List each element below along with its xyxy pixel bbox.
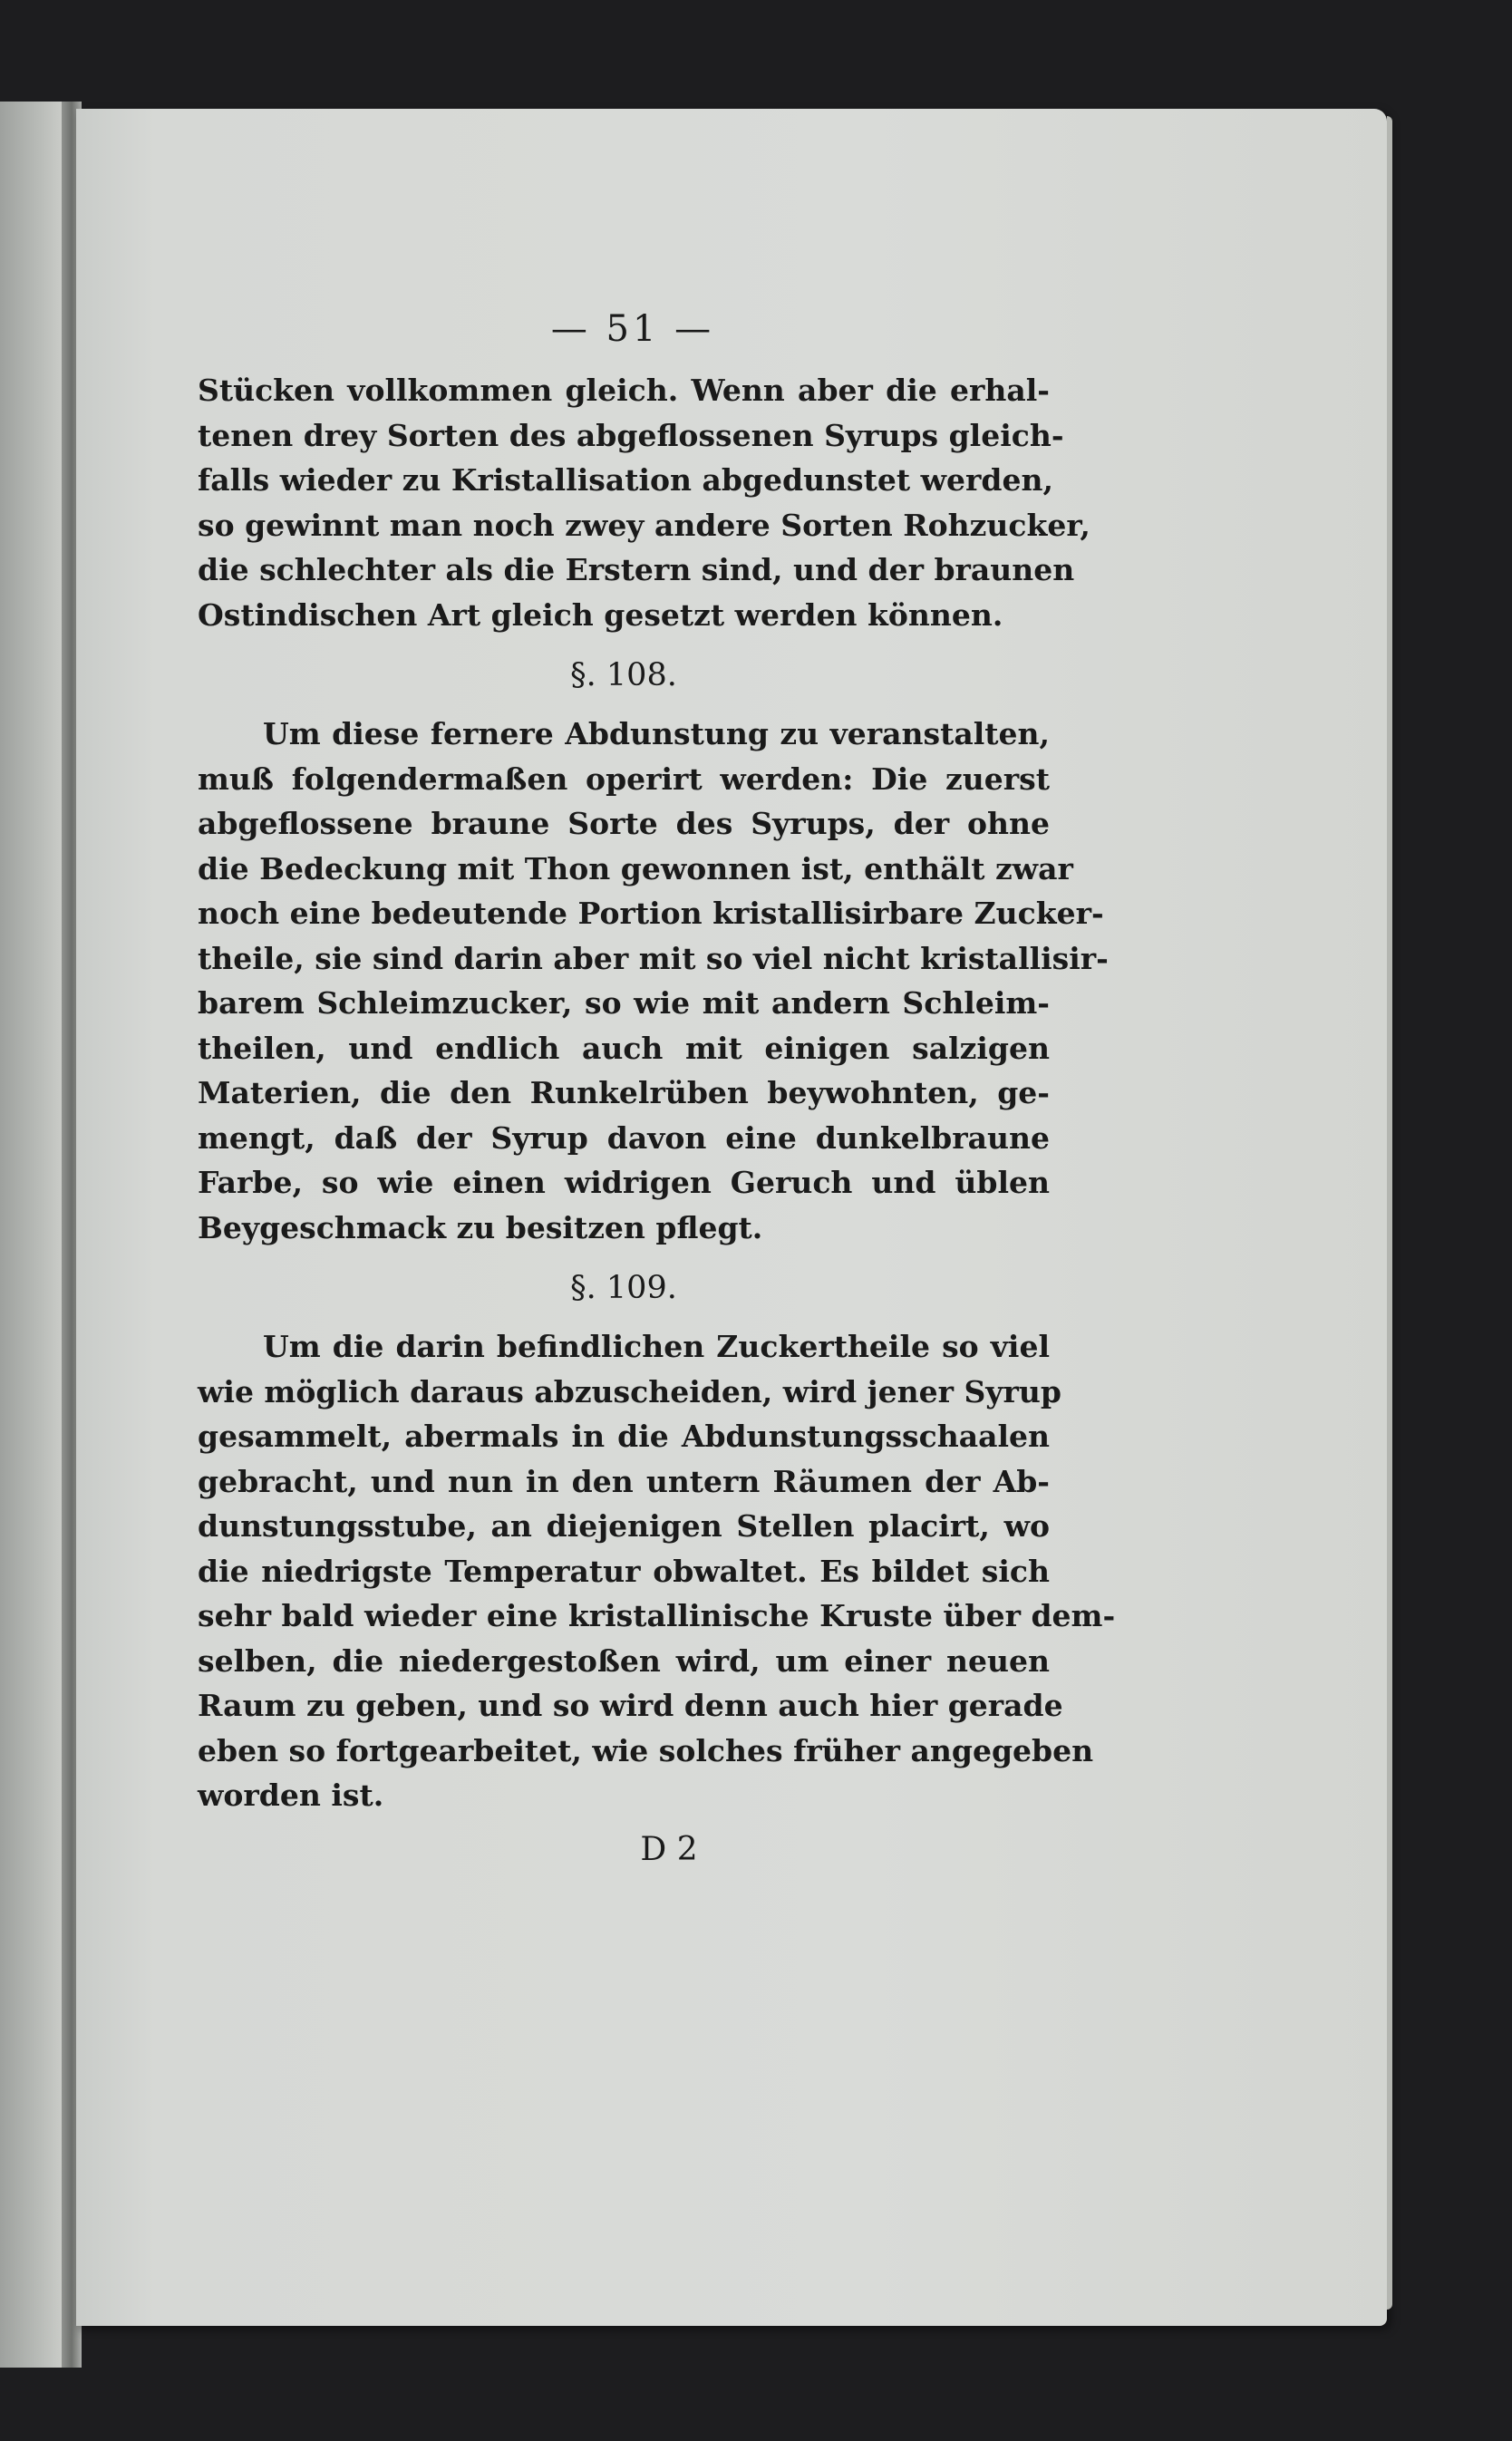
text-line: Um die darin befindlichen Zuckertheile so viel [263, 1329, 1050, 1364]
text-line: gebracht, und nun in den untern Räumen der Ab- [198, 1463, 1050, 1499]
page-edge [1387, 116, 1392, 2310]
text-line: Um diese fernere Abdunstung zu veranstalten, [263, 716, 1050, 751]
text-line: barem Schleimzucker, so wie mit andern Schleim- [198, 985, 1050, 1021]
text-line: so gewinnt man noch zwey andere Sorten Rohzucker, [198, 507, 1090, 543]
text-line: selben, die niedergestoßen wird, um einer neuen [198, 1642, 1050, 1679]
text-line: dunstungsstube, an diejenigen Stellen placirt, wo [198, 1508, 1050, 1544]
page-text [198, 308, 1116, 1868]
text-line: theilen, und endlich auch mit einigen salzigen [198, 1030, 1050, 1066]
text-line: Stücken vollkommen gleich. Wenn aber die erhal- [198, 373, 1050, 408]
text-line: tenen drey Sorten des abgeflossenen Syrups gleich- [198, 417, 1064, 453]
text-line: Ostindischen Art gleich gesetzt werden können. [198, 596, 1003, 633]
text-line: worden ist. [198, 1777, 384, 1813]
section-108-paragraph [198, 712, 1109, 1250]
text-line: Beygeschmack zu besitzen pflegt. [198, 1209, 763, 1245]
text-line: eben so fortgearbeitet, wie solches früher angegeben [198, 1732, 1094, 1768]
text-line: muß folgendermaßen operirt werden: Die zuerst [198, 760, 1050, 797]
opening-paragraph [198, 368, 1090, 637]
text-line: die schlechter als die Erstern sind, und der braunen [198, 552, 1075, 587]
text-line: die niedrigste Temperatur obwaltet. Es bildet sich [198, 1553, 1050, 1589]
text-line: Materien, die den Runkelrüben beywohnten, ge- [198, 1075, 1050, 1110]
text-line: noch eine bedeutende Portion kristallisirbare Zucker- [198, 896, 1104, 931]
text-line: Farbe, so wie einen widrigen Geruch und üblen [198, 1165, 1050, 1200]
text-line: abgeflossene braune Sorte des Syrups, der ohne [198, 806, 1050, 841]
section-heading-109: §. 109. [570, 1270, 677, 1306]
text-line: die Bedeckung mit Thon gewonnen ist, enthält zwar [198, 850, 1073, 886]
text-line: gesammelt, abermals in die Abdunstungsschaalen [198, 1419, 1050, 1454]
text-line: wie möglich daraus abzuscheiden, wird jener Syrup [198, 1373, 1061, 1409]
text-line: sehr bald wieder eine kristallinische Kruste über dem- [198, 1598, 1116, 1633]
text-line: Raum zu geben, und so wird denn auch hier gerade [198, 1688, 1063, 1723]
section-heading-108: §. 108. [570, 657, 677, 693]
text-line: theile, sie sind darin aber mit so viel nicht kristallisir- [198, 940, 1109, 976]
page-header: — 51 — [550, 308, 715, 350]
text-line: mengt, daß der Syrup davon eine dunkelbraune [198, 1119, 1050, 1156]
text-line: falls wieder zu Kristallisation abgedunstet werden, [198, 462, 1053, 498]
signature-mark: D 2 [640, 1830, 698, 1868]
section-109-paragraph [198, 1324, 1116, 1818]
